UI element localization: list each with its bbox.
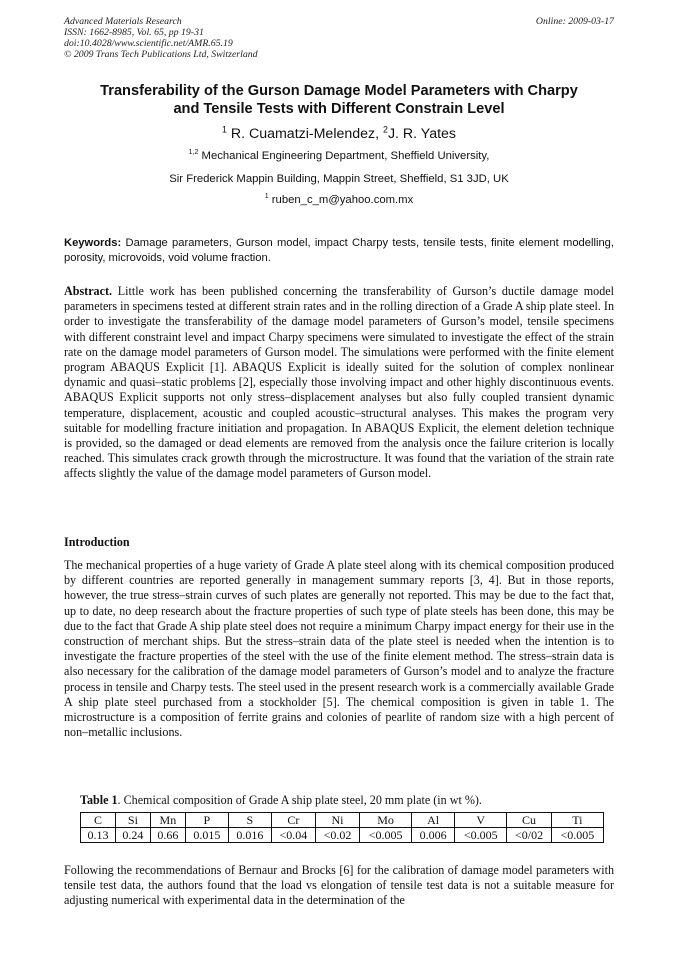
affiliation-line-1 xyxy=(60,149,618,163)
copyright-line: © 2009 Trans Tech Publications Ltd, Switzerland xyxy=(64,49,258,60)
table-header-cell: Cu xyxy=(507,813,552,828)
table-value-cell: <0.005 xyxy=(360,828,412,843)
table-header-cell: Ti xyxy=(551,813,603,828)
table-header-row xyxy=(81,813,604,828)
table-header-cell: C xyxy=(81,813,116,828)
table-label: Table 1 xyxy=(80,793,118,807)
table-header-cell: V xyxy=(455,813,507,828)
keywords-label: Keywords: xyxy=(64,237,122,249)
table-value-cell: 0.24 xyxy=(115,828,150,843)
table-value-row xyxy=(81,828,604,843)
title-line-2: and Tensile Tests with Different Constrain Level xyxy=(173,101,505,117)
author-1-name: R. Cuamatzi-Melendez, xyxy=(230,126,380,142)
table-value-cell: 0.016 xyxy=(228,828,271,843)
doi-line: doi:10.4028/www.scientific.net/AMR.65.19 xyxy=(64,38,233,49)
issn-line: ISSN: 1662-8985, Vol. 65, pp 19-31 xyxy=(64,27,204,38)
table-value-cell: <0.005 xyxy=(551,828,603,843)
keywords-block xyxy=(64,236,614,266)
table-header-cell: S xyxy=(228,813,271,828)
affiliation-department: Mechanical Engineering Department, Sheffield University, xyxy=(201,150,490,162)
author-list xyxy=(60,125,618,143)
table-value-cell: 0.006 xyxy=(412,828,455,843)
title-line-1: Transferability of the Gurson Damage Model Parameters with Charpy xyxy=(100,83,578,99)
table-value-cell: 0.66 xyxy=(150,828,185,843)
abstract-label: Abstract. xyxy=(64,284,113,298)
section-heading-introduction: Introduction xyxy=(64,535,130,549)
email-mark: 1 xyxy=(264,193,269,201)
table-header-cell: Si xyxy=(115,813,150,828)
table-caption xyxy=(80,793,482,808)
following-paragraph: Following the recommendations of Bernaur and Brocks [6] for the calibration of damage model parameters with tensile test data, the authors found that the load vs elongation of tensile test data is not a suitable measure for adjusting numerical with experimental data in the determination of the xyxy=(64,863,614,908)
paper-title xyxy=(60,82,618,118)
email-line xyxy=(60,193,618,207)
affiliation-mark: 1,2 xyxy=(188,149,199,157)
composition-table xyxy=(80,812,604,843)
table-value-cell: 0.015 xyxy=(185,828,228,843)
table-header-cell: Mn xyxy=(150,813,185,828)
journal-header xyxy=(64,16,258,60)
author-2-name: J. R. Yates xyxy=(387,126,457,142)
author-1-mark: 1 xyxy=(221,124,227,135)
table-header-cell: Mo xyxy=(360,813,412,828)
table-value-cell: <0/02 xyxy=(507,828,552,843)
table-header-cell: Ni xyxy=(315,813,359,828)
table-value-cell: <0.04 xyxy=(271,828,315,843)
keywords-text: Damage parameters, Gurson model, impact Charpy tests, tensile tests, finite element modelling, porosity, microvoids, void volume fraction. xyxy=(64,237,614,264)
author-email: ruben_c_m@yahoo.com.mx xyxy=(271,194,414,206)
table-value-cell: 0.13 xyxy=(81,828,116,843)
table-value-cell: <0.005 xyxy=(455,828,507,843)
table-header-cell: Cr xyxy=(271,813,315,828)
abstract-text: Little work has been published concerning the transferability of Gurson’s ductile damage model parameters in specimens tested at different strain rates and in the rolling direction of a Grade A ship plate steel. In order to investigate the transferability of the damage model parameters of Gurson’s model, tensile specimens with different constraint level and impact Charpy specimens were simulated to investigate the effect of the strain rate on the damage model parameters of Gurson model. The simulations were performed with the finite element program ABAQUS Explicit [1]. ABAQUS Explicit is ideally suited for the solution of complex nonlinear dynamic and quasi–static problems [2], especially those involving impact and other highly discontinuous events. ABAQUS Explicit supports not only stress–displacement analyses but also fully coupled transient dynamic temperature, displacement, acoustic and coupled acoustic–structural analyses. This makes the program very suitable for modelling fracture initiation and propagation. In ABAQUS Explicit, the element deletion technique is provided, so the damaged or dead elements are removed from the analysis once the failure criterion is locally reached. This simulates crack growth through the microstructure. It was found that the variation of the strain rate affects slightly the value of the damage model parameters of Gurson model. xyxy=(64,284,614,481)
table-header-cell: P xyxy=(185,813,228,828)
abstract-block xyxy=(64,284,614,482)
table-header-cell: Al xyxy=(412,813,455,828)
introduction-paragraph: The mechanical properties of a huge variety of Grade A plate steel along with its chemical composition produced by different countries are reported generally in management summary reports [3, 4]. But in those reports, however, the true stress–strain curves of such plates are generally not reported. This may be due to the fact that, up to date, no deep research about the fracture properties of such type of plate steels has been done, this may be due to the fact that Grade A ship plate steel does not require a minimum Charpy impact energy for their use in the construction of merchant ships. But the stress–strain data of the plate steel is needed when the intention is to investigate the fracture properties of the steel with the use of the finite element method. The stress–strain data is also necessary for the calibration of the damage model parameters of Gurson’s model and to analyze the fracture process in tensile and Charpy tests. The steel used in the present research work is a commercially available Grade A ship plate steel purchased from a stockholder [5]. The chemical composition is given in table 1. The microstructure is a composition of ferrite grains and colonies of pearlite of random size with a high percent of non–metallic inclusions. xyxy=(64,558,614,740)
table-caption-text: . Chemical composition of Grade A ship plate steel, 20 mm plate (in wt %). xyxy=(117,793,482,807)
affiliation-line-2: Sir Frederick Mappin Building, Mappin Street, Sheffield, S1 3JD, UK xyxy=(169,173,509,185)
table-value-cell: <0.02 xyxy=(315,828,359,843)
online-date: Online: 2009-03-17 xyxy=(535,16,614,27)
journal-name: Advanced Materials Research xyxy=(64,16,182,27)
author-2-mark: 2 xyxy=(383,124,388,135)
